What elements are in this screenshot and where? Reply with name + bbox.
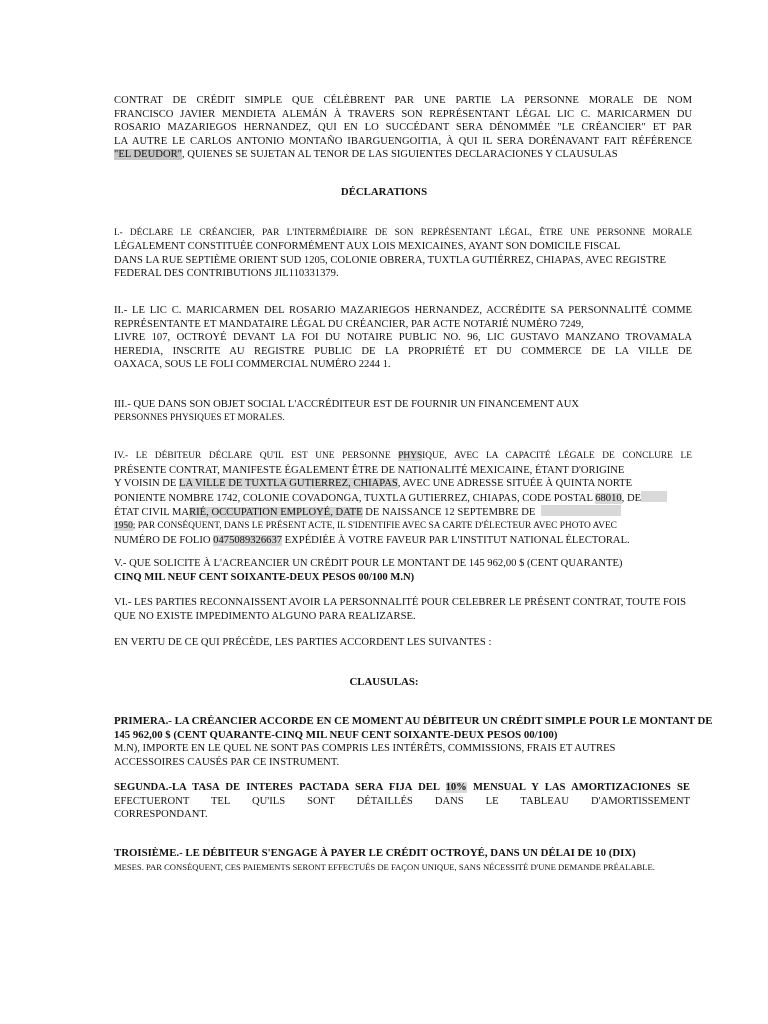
highlight-year: 1950 — [114, 520, 133, 531]
decl-line: II.- LE LIC C. MARICARMEN DEL ROSARIO MAZARIEGOS HERNANDEZ, ACCRÉDITE SA PERSONNALITÉ COMME — [114, 305, 692, 316]
clause-primera — [114, 715, 718, 769]
clause-line: CORRESPONDANT. — [114, 809, 208, 821]
highlight-city: LA VILLE DE TUXTLA GUTIERREZ, CHIAPAS — [179, 478, 398, 490]
clause-line: MESES. PAR CONSÉQUENT, CES PAIEMENTS SERONT EFFECTUÉS DE FAÇON UNIQUE, SANS NÉCESSITÉ D'UNE DEMANDE PRÉALABLE. — [114, 861, 655, 872]
decl-line: OAXACA, SOUS LE FOLI COMMERCIAL NUMÉRO 2244 1. — [114, 359, 391, 371]
clause-troisieme — [114, 847, 704, 873]
decl-line: LÉGALEMENT CONSTITUÉE CONFORMÉMENT AUX LOIS MEXICAINES, AYANT SON DOMICILE FISCAL — [114, 241, 621, 253]
decl-line: FEDERAL DES CONTRIBUTIONS JIL110331379. — [114, 268, 339, 280]
decl-line: 1950; PAR CONSÉQUENT, DANS LE PRÉSENT ACTE, IL S'IDENTIFIE AVEC SA CARTE D'ÉLECTEUR AVEC PHOTO AVEC — [114, 520, 617, 531]
clause-line: ACCESSOIRES CAUSÉS PAR CE INSTRUMENT. — [114, 756, 340, 768]
decl-line: PRÉSENTE CONTRAT, MANIFESTE ÉGALEMENT ÊTRE DE NATIONALITÉ MEXICAINE, ÉTANT D'ORIGINE — [114, 464, 625, 476]
clause-line: SEGUNDA.-LA TASA DE INTERES PACTADA SERA FIJA DEL 10% MENSUAL Y LAS AMORTIZACIONES SE — [114, 782, 690, 793]
highlight-postal-code: 68010 — [595, 492, 622, 504]
decl-line: NUMÉRO DE FOLIO 0475089326637 EXPÉDIÉE À VOTRE FAVEUR PAR L'INSTITUT NATIONAL ÉLECTORAL. — [114, 534, 630, 546]
debtor-label: "EL DEUDOR" — [114, 149, 182, 161]
decl-line: IV.- LE DÉBITEUR DÉCLARE QU'IL EST UNE PERSONNE PHYSIQUE, AVEC LA CAPACITÉ LÉGALE DE CONCLURE LE — [114, 451, 692, 461]
intro-line: FRANCISCO JAVIER MENDIETA ALEMÁN À TRAVERS SON REPRÉSENTANT LÉGAL LIC C. MARICARMEN DU — [114, 108, 692, 120]
decl-line: REPRÉSENTANTE ET MANDATAIRE LÉGAL DU CRÉANCIER, PAR ACTE NOTARIÉ NUMÉRO 7249, — [114, 318, 584, 330]
redaction-block — [541, 505, 621, 516]
intro-paragraph — [114, 94, 692, 162]
transition-sentence: EN VERTU DE CE QUI PRÉCÈDE, LES PARTIES ACCORDENT LES SUIVANTES : — [114, 637, 492, 648]
intro-line — [114, 148, 692, 162]
decl-line: DANS LA RUE SEPTIÈME ORIENT SUD 1205, COLONIE OBRERA, TUXTLA GUTIÉRREZ, CHIAPAS, AVEC REGISTRE — [114, 254, 666, 266]
highlight-civil-status: RIÉ, OCCUPATION EMPLOYÉ, DATE — [189, 507, 363, 519]
intro-line: CONTRAT DE CRÉDIT SIMPLE QUE CÉLÈBRENT PAR UNE PARTIE LA PERSONNE MORALE DE NOM — [114, 95, 692, 106]
decl-line: HEREDIA, INSCRITE AU REGISTRE PUBLIC DE LA PROPRIÉTÉ ET DU COMMERCE DE LA VILLE DE — [114, 345, 692, 357]
intro-text: , QUIENES SE SUJETAN AL TENOR DE LAS SIGUIENTES DECLARACIONES Y CLAUSULAS — [182, 149, 618, 161]
decl-line: QUE NO EXISTE IMPEDIMENTO ALGUNO PARA REALIZARSE. — [114, 610, 416, 622]
declaration-2 — [114, 304, 692, 372]
clause-line: M.N), IMPORTE EN LE QUEL NE SONT PAS COMPRIS LES INTÉRÊTS, COMMISSIONS, FRAIS ET AUTRES — [114, 743, 616, 755]
clause-line: PRIMERA.- LA CRÉANCIER ACCORDE EN CE MOMENT AU DÉBITEUR UN CRÉDIT SIMPLE POUR LE MONTANT DE — [114, 715, 713, 727]
declaration-1 — [114, 227, 692, 281]
decl-line: PONIENTE NOMBRE 1742, COLONIE COVADONGA, TUXTLA GUTIERREZ, CHIAPAS, CODE POSTAL 68010, DE — [114, 491, 692, 506]
decl-line: PERSONNES PHYSIQUES ET MORALES. — [114, 412, 285, 423]
clause-segunda — [114, 781, 690, 822]
clause-line: 145 962,00 $ (CENT QUARANTE-CINQ MIL NEUF CENT SOIXANTE-DEUX PESOS 00/100) — [114, 728, 558, 741]
decl-line: V.- QUE SOLICITE À L'ACREANCIER UN CRÉDIT POUR LE MONTANT DE 145 962,00 $ (CENT QUARANTE) — [114, 558, 623, 569]
clause-line: TROISIÈME.- LE DÉBITEUR S'ENGAGE À PAYER LE CRÉDIT OCTROYÉ, DANS UN DÉLAI DE 10 (DIX) — [114, 847, 636, 859]
declaration-3 — [114, 398, 692, 425]
intro-line: ROSARIO MAZARIEGOS HERNANDEZ, QUI EN LO SUCCÉDANT SERA DÉNOMMÉE "LE CRÉANCIER" ET PAR — [114, 122, 692, 134]
clause-line: EFECTUERONT TEL QU'ILS SONT DÉTAILLÉS DANS LE TABLEAU D'AMORTISSEMENT — [114, 795, 690, 807]
intro-line: LA AUTRE LE CARLOS ANTONIO MONTAÑO IBARGUENGOITIA, À QUI IL SERA DORÉNAVANT FAIT RÉFÉRENCE — [114, 135, 692, 147]
decl-line: LIVRE 107, OCTROYÉ DEVANT LA FOI DU NOTAIRE PUBLIC NO. 96, LIC GUSTAVO MANZANO TROVAMALA — [114, 332, 692, 344]
declaration-6 — [114, 596, 692, 623]
highlight-rate: 10% — [445, 782, 467, 793]
declaration-5 — [114, 557, 692, 584]
decl-line: I.- DÉCLARE LE CRÉANCIER, PAR L'INTERMÉDIAIRE DE SON REPRÉSENTANT LÉGAL, ÊTRE UNE PERSONNE MORALE — [114, 228, 692, 238]
decl-line: CINQ MIL NEUF CENT SOIXANTE-DEUX PESOS 00/100 M.N) — [114, 571, 415, 583]
clausulas-heading: CLAUSULAS: — [349, 676, 419, 688]
redaction-block — [641, 491, 667, 502]
declarations-heading: DÉCLARATIONS — [340, 186, 428, 198]
decl-line: VI.- LES PARTIES RECONNAISSENT AVOIR LA PERSONNALITÉ POUR CELEBRER LE PRÉSENT CONTRAT, TOUTE FOIS — [114, 597, 686, 608]
highlight: PHYS — [398, 451, 423, 461]
declaration-4 — [114, 450, 692, 547]
decl-line: Y VOISIN DE LA VILLE DE TUXTLA GUTIERREZ, CHIAPAS, AVEC UNE ADRESSE SITUÉE À QUINTA NORTE — [114, 478, 633, 490]
decl-line: III.- QUE DANS SON OBJET SOCIAL L'ACCRÉDITEUR EST DE FOURNIR UN FINANCEMENT AUX — [114, 399, 580, 410]
highlight-folio: 0475089326637 — [213, 534, 283, 546]
decl-line: ÉTAT CIVIL MARIÉ, OCCUPATION EMPLOYÉ, DATE DE NAISSANCE 12 SEPTEMBRE DE — [114, 505, 692, 520]
